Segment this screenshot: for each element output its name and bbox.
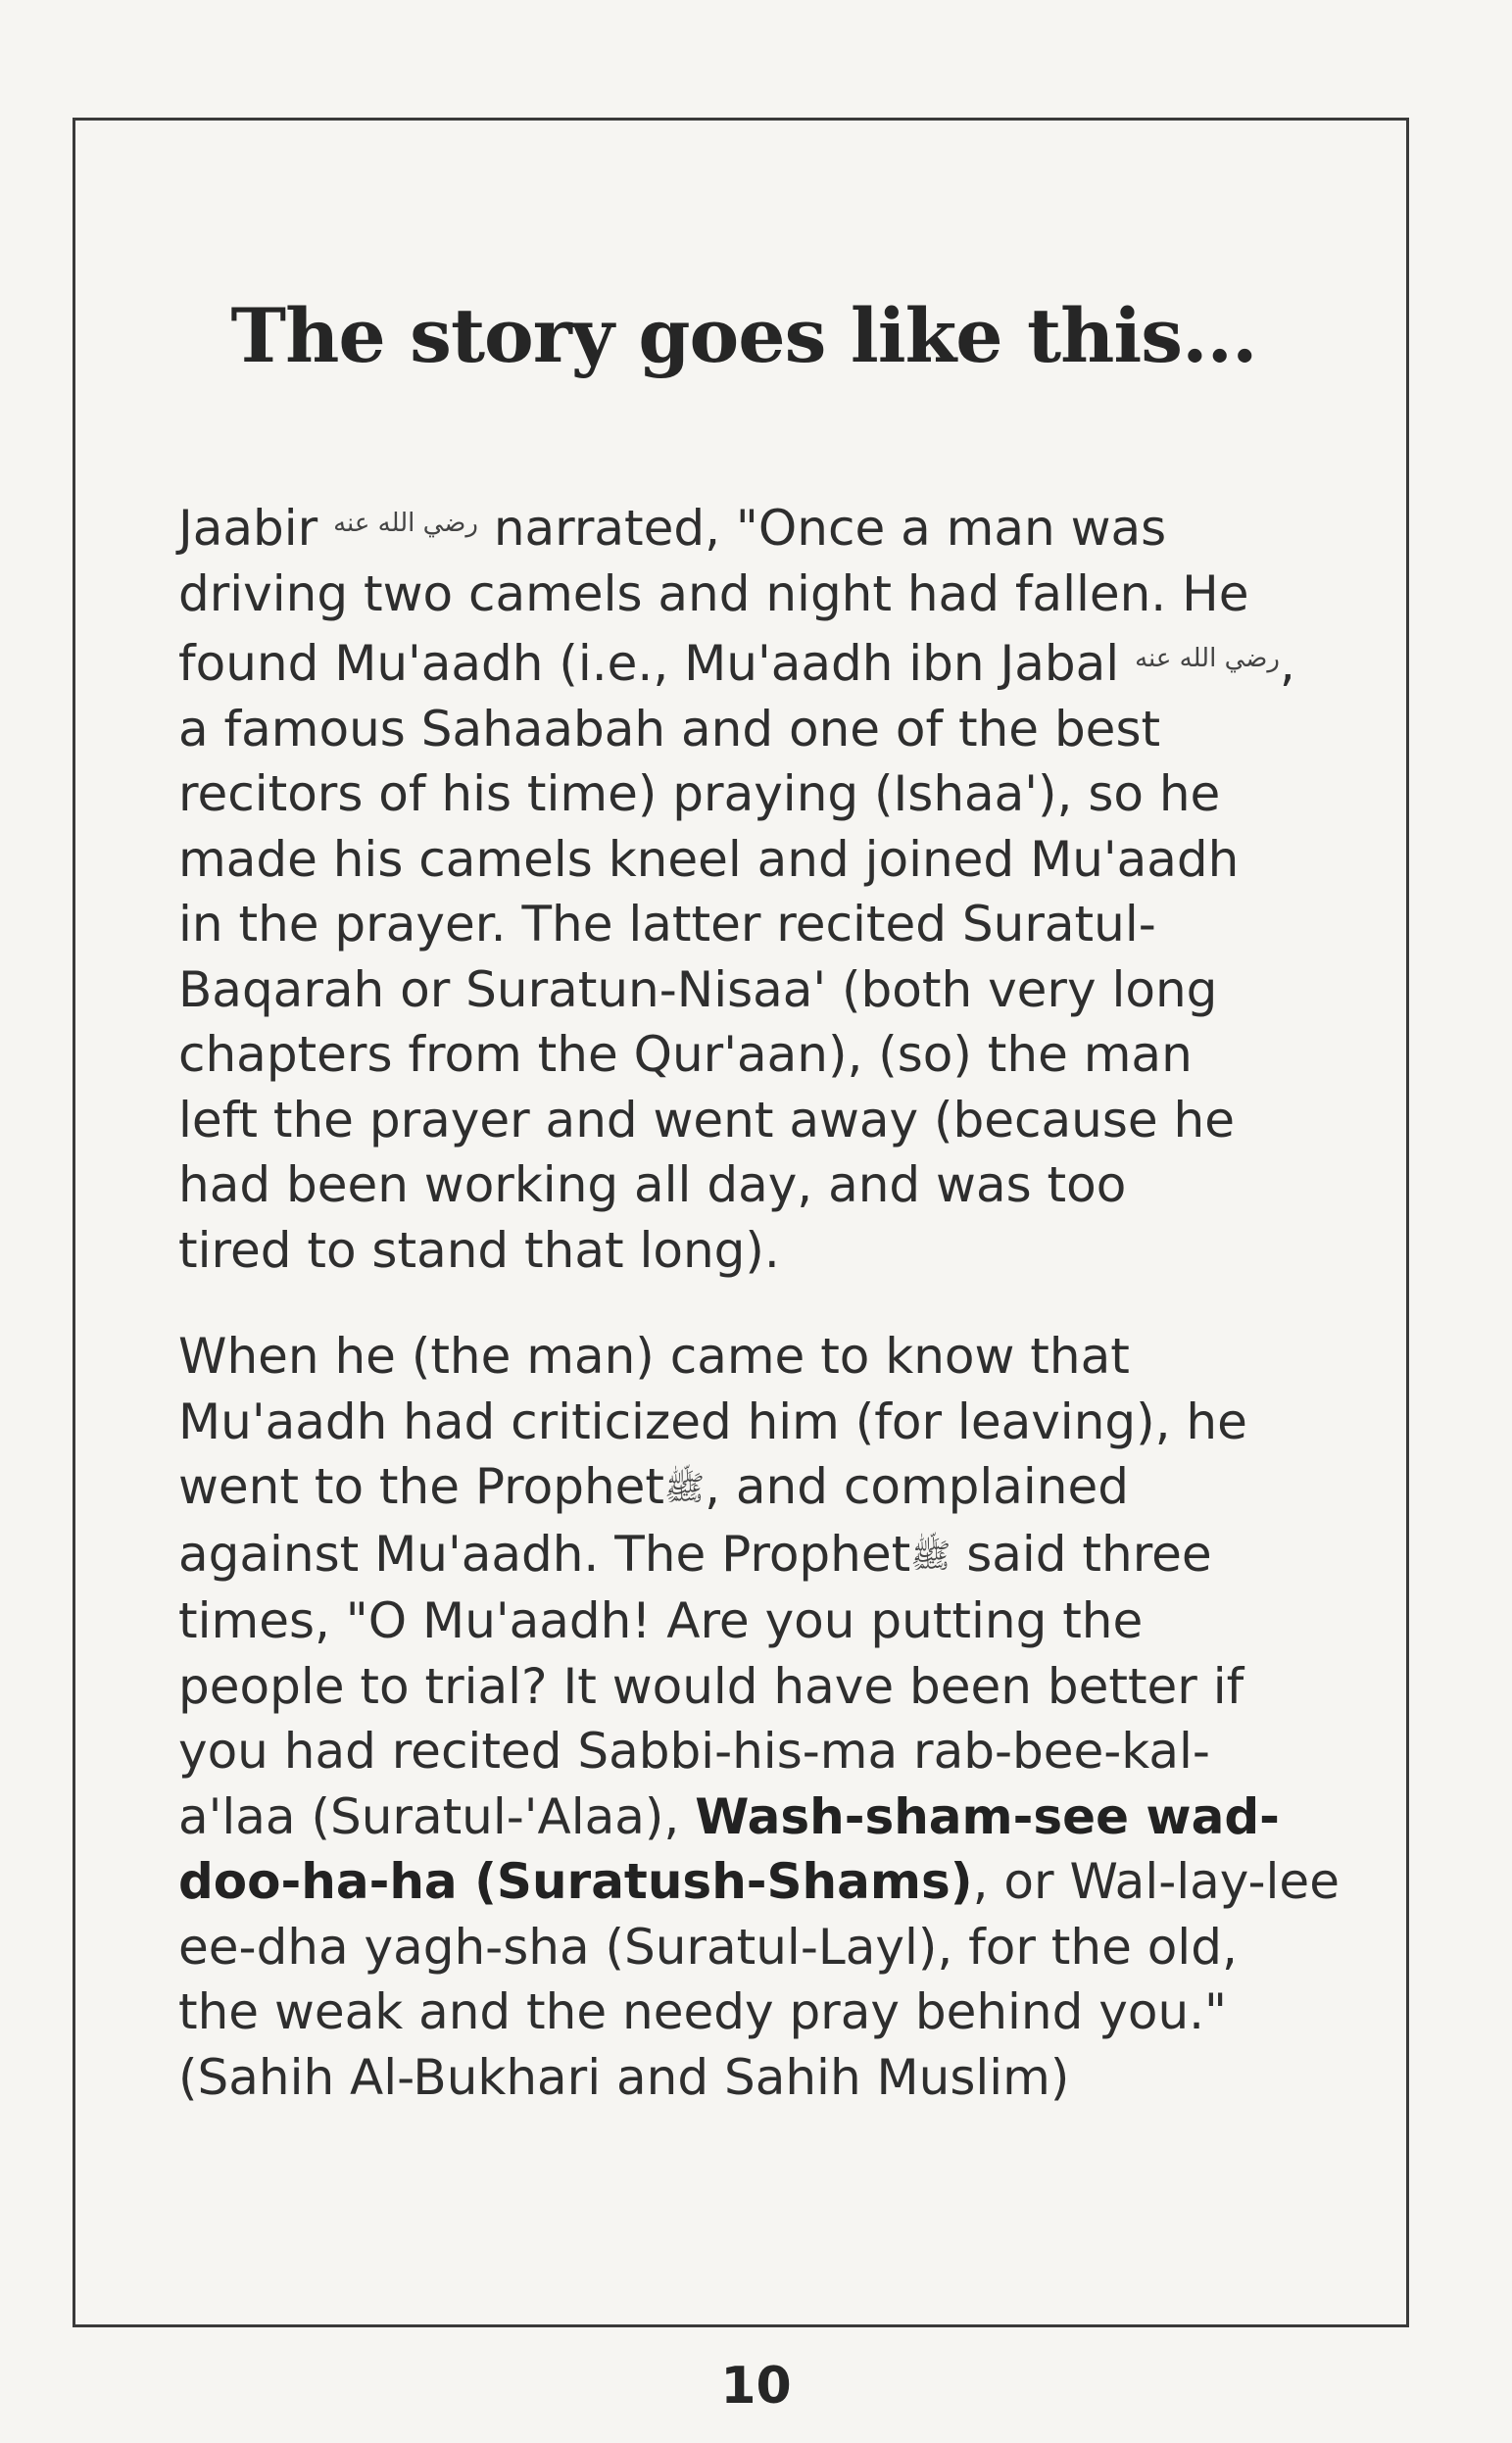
text-line: driving two camels and night had fallen. He <box>178 564 1249 622</box>
paragraph-spacer <box>178 1283 1354 1324</box>
text-segment: said three <box>951 1525 1212 1583</box>
text-line: people to trial? It would have been better if <box>178 1657 1244 1715</box>
text-segment: went to the Prophet <box>178 1458 664 1515</box>
text-segment: a'laa (Suratul-'Alaa), <box>178 1787 696 1845</box>
text-segment: , <box>1279 635 1295 692</box>
text-segment: narrated, "Once a man was <box>477 500 1167 557</box>
honorific-radiallahu-anhu: رضي الله عنه <box>1135 644 1280 673</box>
text-segment: Jaabir <box>178 500 334 557</box>
text-line: chapters from the Qur'aan), (so) the man <box>178 1026 1193 1083</box>
text-line: a famous Sahaabah and one of the best <box>178 700 1161 757</box>
text-line: made his camels kneel and joined Mu'aadh <box>178 830 1240 888</box>
honorific-sallallahu-alayhi-wasallam: ﷺ <box>910 1536 951 1576</box>
paragraph-1 <box>178 491 1354 1283</box>
text-line: times, "O Mu'aadh! Are you putting the <box>178 1592 1144 1649</box>
text-line: tired to stand that long). <box>178 1221 780 1279</box>
text-line: left the prayer and went away (because he <box>178 1091 1236 1148</box>
text-line: the weak and the needy pray behind you." <box>178 1983 1228 2040</box>
text-line <box>178 1522 1354 1589</box>
text-segment: against Mu'aadh. The Prophet <box>178 1525 911 1583</box>
text-line: recitors of his time) praying (Ishaa'), so he <box>178 765 1221 822</box>
bold-surah-name: doo-ha-ha (Suratush-Shams) <box>178 1853 973 1910</box>
text-line: Mu'aadh had criticized him (for leaving), he <box>178 1393 1247 1450</box>
paragraph-2 <box>178 1324 1354 2045</box>
page-number: 10 <box>720 2357 792 2416</box>
text-line <box>178 1784 1354 1850</box>
text-segment: , and complained <box>705 1458 1129 1515</box>
honorific-sallallahu-alayhi-wasallam: ﷺ <box>664 1469 706 1508</box>
honorific-radiallahu-anhu: رضي الله عنه <box>333 509 478 538</box>
text-line: Baqarah or Suratun-Nisaa' (both very long <box>178 960 1218 1018</box>
text-line <box>178 1849 1354 1915</box>
text-line <box>178 1454 1354 1522</box>
text-line: had been working all day, and was too <box>178 1156 1127 1213</box>
text-line <box>178 491 1354 562</box>
text-segment: , or Wal-lay-lee <box>972 1853 1340 1910</box>
text-line: in the prayer. The latter recited Suratul- <box>178 896 1156 953</box>
story-text <box>178 491 1354 2110</box>
text-line <box>178 626 1354 697</box>
citation: (Sahih Al-Bukhari and Sahih Muslim) <box>178 2048 1070 2106</box>
text-line: When he (the man) came to know that <box>178 1328 1130 1385</box>
page-frame <box>73 118 1409 2327</box>
page-title: The story goes like this... <box>230 292 1257 379</box>
bold-surah-name: Wash-sham-see wad- <box>695 1787 1280 1845</box>
text-line: you had recited Sabbi-his-ma rab-bee-kal- <box>178 1723 1210 1780</box>
text-segment: found Mu'aadh (i.e., Mu'aadh ibn Jabal <box>178 635 1136 692</box>
text-line: ee-dha yagh-sha (Suratul-Layl), for the old, <box>178 1918 1238 1976</box>
